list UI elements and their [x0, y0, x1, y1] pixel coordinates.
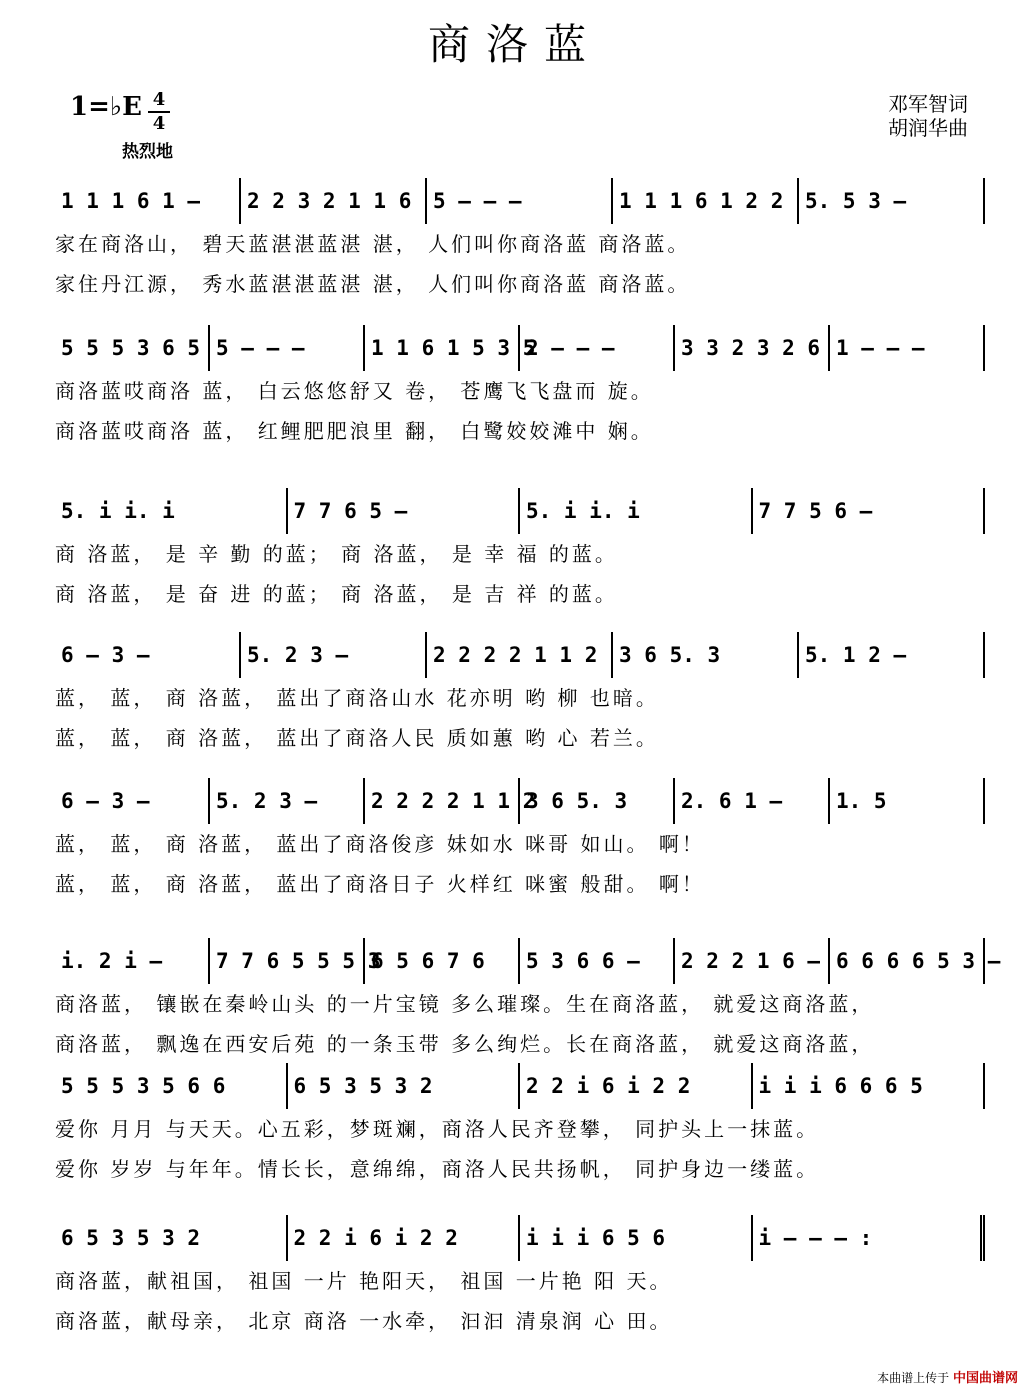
measure: 5. 2 3 –: [241, 632, 427, 678]
lyric-line: 商洛蓝， 镶嵌在秦岭山头 的一片宝镜 多么璀璨。生在商洛蓝， 就爱这商洛蓝，: [55, 992, 875, 1016]
lyric-line: 爱你 月月 与天天。心五彩，梦斑斓，商洛人民齐登攀， 同护头上一抹蓝。: [55, 1117, 820, 1141]
lyric-line: 商洛蓝，献母亲， 北京 商洛 一水牵， 汩汩 清泉润 心 田。: [55, 1309, 673, 1333]
measure: 2 – – –: [520, 325, 675, 371]
notation-line: [55, 1215, 985, 1261]
lyric-line: 家在商洛山， 碧天蓝湛湛蓝湛 湛， 人们叫你商洛蓝 商洛蓝。: [55, 232, 691, 256]
lyric-line: 商洛蓝哎商洛 蓝， 红鲤肥肥浪里 翻， 白鹭姣姣滩中 娴。: [55, 419, 654, 443]
measure: 5 5 5 3 5 6 6: [55, 1063, 288, 1109]
measure: 1 1 1 6 1 2 2: [613, 178, 799, 224]
measure: 3 6 5. 3: [520, 778, 675, 824]
measure: 5. 2 3 –: [210, 778, 365, 824]
measure: 1. 5: [830, 778, 985, 824]
score-system: [55, 178, 985, 304]
measure: 1 1 6 1 5 3 5: [365, 325, 520, 371]
score-system: [55, 778, 985, 904]
score-system: [55, 1215, 985, 1341]
measure: 2 2 i 6 i 2 2: [288, 1215, 521, 1261]
lyric-line: 爱你 岁岁 与年年。情长长，意绵绵，商洛人民共扬帆， 同护身边一缕蓝。: [55, 1157, 820, 1181]
notation-line: [55, 778, 985, 824]
measure: 1 1 1 6 1 –: [55, 178, 241, 224]
song-title: 商洛蓝: [427, 20, 602, 69]
measure: 3 6 5. 3: [613, 632, 799, 678]
notation-line: [55, 178, 985, 224]
measure: 2 2 3 2 1 1 6: [241, 178, 427, 224]
upload-note: 本曲谱上传于: [877, 1371, 950, 1385]
measure: 7 7 5 6 –: [753, 488, 986, 534]
measure: 5. i i. i: [55, 488, 288, 534]
time-signature: [148, 90, 170, 134]
measure: 2 2 2 2 1 1 2: [427, 632, 613, 678]
time-signature-top: 4: [152, 89, 166, 110]
lyric-line: 蓝， 蓝， 商 洛蓝， 蓝出了商洛俊彦 妹如水 咪哥 如山。 啊！: [55, 832, 705, 856]
measure: 6 – 3 –: [55, 632, 241, 678]
measure: 2 2 2 1 6 –: [675, 938, 830, 984]
measure: 5 – – –: [210, 325, 365, 371]
measure: 3 3 2 3 2 6: [675, 325, 830, 371]
measure: 5 – – –: [427, 178, 613, 224]
measure: 2 2 i 6 i 2 2: [520, 1063, 753, 1109]
lyric-line: 商洛蓝哎商洛 蓝， 白云悠悠舒又 卷， 苍鹰飞飞盘而 旋。: [55, 379, 654, 403]
measure: i – – – :: [753, 1215, 986, 1261]
lyric-line: 商洛蓝，献祖国， 祖国 一片 艳阳天， 祖国 一片艳 阳 天。: [55, 1269, 673, 1293]
measure: 2 2 2 2 1 1 2: [365, 778, 520, 824]
lyric-line: 商洛蓝， 飘逸在西安后苑 的一条玉带 多么绚烂。长在商洛蓝， 就爱这商洛蓝，: [55, 1032, 875, 1056]
score-system: [55, 938, 1001, 1064]
measure: i i i 6 5 6: [520, 1215, 753, 1261]
notation-line: [55, 938, 1001, 984]
lyric-line: 家住丹江源， 秀水蓝湛湛蓝湛 湛， 人们叫你商洛蓝 商洛蓝。: [55, 272, 691, 296]
measure: 5. 1 2 –: [799, 632, 985, 678]
score-system: [55, 632, 985, 758]
site-logo-text: 中国曲谱网: [952, 1371, 1018, 1386]
key-signature: 1=♭E: [70, 92, 142, 122]
measure: 5 5 5 3 6 5: [55, 325, 210, 371]
measure: 5 3 6 6 –: [520, 938, 675, 984]
time-signature-bottom: 4: [152, 113, 166, 134]
score-system: [55, 488, 985, 614]
measure: 6 6 6 6 5 3 –: [830, 938, 985, 984]
notation-line: [55, 325, 985, 371]
composer-credit: 胡润华曲: [888, 116, 968, 140]
measure: 6 5 3 5 3 2: [288, 1063, 521, 1109]
lyric-line: 蓝， 蓝， 商 洛蓝， 蓝出了商洛日子 火样红 咪蜜 般甜。 啊！: [55, 872, 705, 896]
credits: [888, 92, 968, 140]
measure: 1 – – –: [830, 325, 985, 371]
lyric-line: 商 洛蓝， 是 辛 勤 的蓝； 商 洛蓝， 是 幸 福 的蓝。: [55, 542, 618, 566]
measure: 5. 5 3 –: [799, 178, 985, 224]
footer: [877, 1367, 1018, 1386]
lyric-line: 蓝， 蓝， 商 洛蓝， 蓝出了商洛山水 花亦明 哟 柳 也暗。: [55, 686, 659, 710]
lyric-line: 商 洛蓝， 是 奋 进 的蓝； 商 洛蓝， 是 吉 祥 的蓝。: [55, 582, 618, 606]
measure: i i i 6 6 6 5: [753, 1063, 986, 1109]
score-system: [55, 325, 985, 451]
score-system: [55, 1063, 985, 1189]
measure: 6 5 6 7 6: [365, 938, 520, 984]
tempo-marking: 热烈地: [122, 142, 173, 162]
measure: 2. 6 1 –: [675, 778, 830, 824]
measure: 7 7 6 5 –: [288, 488, 521, 534]
notation-line: [55, 1063, 985, 1109]
measure: 6 5 3 5 3 2: [55, 1215, 288, 1261]
lyricist-credit: 邓军智词: [888, 92, 968, 116]
measure: 5. i i. i: [520, 488, 753, 534]
measure: 7 7 6 5 5 5 3: [210, 938, 365, 984]
notation-line: [55, 488, 985, 534]
notation-line: [55, 632, 985, 678]
measure: i. 2 i –: [55, 938, 210, 984]
lyric-line: 蓝， 蓝， 商 洛蓝， 蓝出了商洛人民 质如蕙 哟 心 若兰。: [55, 726, 659, 750]
measure: 6 – 3 –: [55, 778, 210, 824]
